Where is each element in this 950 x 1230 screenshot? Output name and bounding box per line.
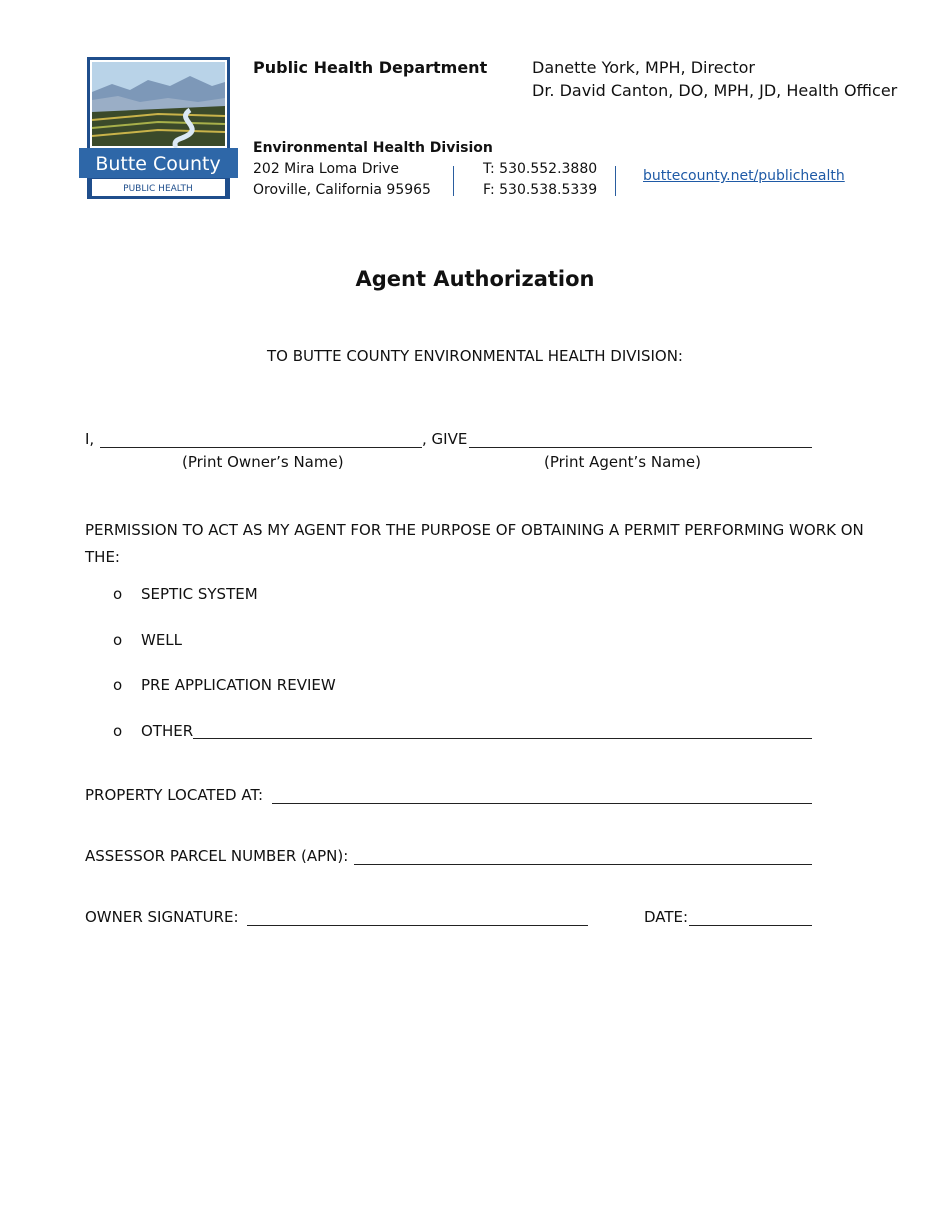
option-bullet[interactable]: o: [113, 631, 123, 649]
option-septic-system: SEPTIC SYSTEM: [141, 585, 258, 603]
give-label: , GIVE: [422, 430, 468, 448]
header-divider: [615, 166, 616, 196]
svg-text:Butte County: Butte County: [95, 153, 221, 175]
property-address-field[interactable]: [272, 803, 812, 804]
address-line-2: Oroville, California 95965: [253, 182, 431, 198]
option-other: OTHER: [141, 722, 194, 740]
director-name: Danette York, MPH, Director: [532, 58, 755, 77]
owner-name-field[interactable]: [100, 447, 422, 448]
svg-text:PUBLIC HEALTH: PUBLIC HEALTH: [123, 184, 193, 194]
option-bullet[interactable]: o: [113, 585, 123, 603]
page-title: Agent Authorization: [355, 267, 595, 291]
owner-signature-field[interactable]: [247, 925, 588, 926]
salutation: TO BUTTE COUNTY ENVIRONMENTAL HEALTH DIVISION:: [267, 347, 683, 365]
i-label: I,: [85, 430, 95, 448]
option-pre-application-review: PRE APPLICATION REVIEW: [141, 676, 336, 694]
other-description-field[interactable]: [193, 738, 812, 739]
department-name: Public Health Department: [253, 58, 488, 77]
header-divider: [453, 166, 454, 196]
owner-name-caption: (Print Owner’s Name): [182, 453, 344, 471]
butte-county-public-health-logo: [78, 56, 238, 202]
agent-name-field[interactable]: [469, 447, 812, 448]
option-well: WELL: [141, 631, 183, 649]
agent-name-caption: (Print Agent’s Name): [544, 453, 701, 471]
address-line-1: 202 Mira Loma Drive: [253, 161, 400, 177]
owner-signature-label: OWNER SIGNATURE:: [85, 908, 239, 926]
apn-field[interactable]: [354, 864, 812, 865]
apn-label: ASSESSOR PARCEL NUMBER (APN):: [85, 847, 349, 865]
property-label: PROPERTY LOCATED AT:: [85, 786, 264, 804]
division-name: Environmental Health Division: [253, 140, 493, 156]
date-label: DATE:: [644, 908, 689, 926]
option-bullet[interactable]: o: [113, 722, 123, 740]
date-field[interactable]: [689, 925, 812, 926]
permission-text: PERMISSION TO ACT AS MY AGENT FOR THE PURPOSE OF OBTAINING A PERMIT PERFORMING WORK ON THE:: [85, 521, 864, 566]
health-officer-name: Dr. David Canton, DO, MPH, JD, Health Officer: [532, 81, 898, 100]
fax-number: F: 530.538.5339: [483, 182, 598, 198]
phone-number: T: 530.552.3880: [483, 161, 598, 177]
option-bullet[interactable]: o: [113, 676, 123, 694]
website-link[interactable]: buttecounty.net/publichealth: [643, 168, 845, 184]
